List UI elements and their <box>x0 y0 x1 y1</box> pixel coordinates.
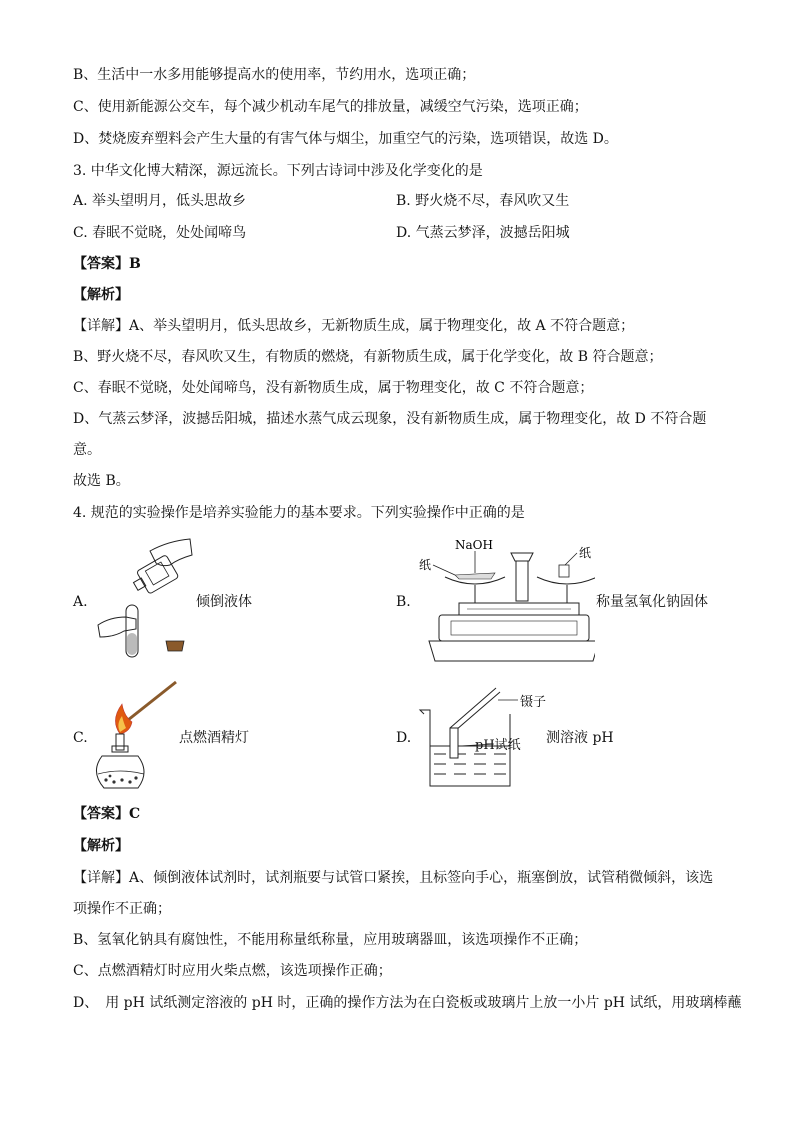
q3-detail-line: C、春眠不觉晓，处处闻啼鸟，没有新物质生成，属于物理变化，故 C 不符合题意； <box>73 380 594 396</box>
q3-detail-line: 意。 <box>73 442 101 458</box>
naoh-label: NaOH <box>455 538 493 552</box>
intro-line-d: D、焚烧废弃塑料会产生大量的有害气体与烟尘，加重空气的污染，选项错误，故选 D。 <box>73 131 618 147</box>
tweezers-label: 镊子 <box>520 695 547 710</box>
q4-analysis-heading: 【解析】 <box>73 838 129 854</box>
q3-option-a: A. 举头望明月，低头思故乡 <box>73 193 247 209</box>
q3-option-d: D. 气蒸云梦泽，波撼岳阳城 <box>396 225 570 241</box>
intro-line-b: B、生活中一水多用能够提高水的使用率，节约用水，选项正确； <box>73 67 476 83</box>
q4-option-c-letter: C. <box>73 730 88 746</box>
q3-answer: 【答案】B <box>73 256 141 272</box>
q3-detail-line: 故选 B。 <box>73 473 130 489</box>
q4-stem: 4. 规范的实验操作是培养实验能力的基本要求。下列实验操作中正确的是 <box>73 505 525 521</box>
q3-option-b: B. 野火烧不尽，春风吹又生 <box>396 193 570 209</box>
intro-line-c: C、使用新能源公交车，每个减少机动车尾气的排放量，减缓空气污染，选项正确； <box>73 99 588 115</box>
q3-option-c: C. 春眠不觉晓，处处闻啼鸟 <box>73 225 247 241</box>
q3-stem: 3. 中华文化博大精深，源远流长。下列古诗词中涉及化学变化的是 <box>73 163 483 179</box>
alcohol-lamp-figure <box>88 676 184 796</box>
q4-detail-line: D、 用 pH 试纸测定溶液的 pH 时，正确的操作方法为在白瓷板或玻璃片上放一小片 pH 试纸，用玻璃棒蘸 <box>73 995 742 1011</box>
q4-detail-line: B、氢氧化钠具有腐蚀性，不能用称量纸称量，应用玻璃器皿，该选项操作不正确； <box>73 932 588 948</box>
q3-detail-line: B、野火烧不尽，春风吹又生，有物质的燃烧，有新物质生成，属于化学变化，故 B 符合题意； <box>73 349 663 365</box>
q3-analysis-heading: 【解析】 <box>73 287 129 303</box>
q4-option-d-letter: D. <box>396 730 412 746</box>
ph-paper-label: pH试纸 <box>475 738 521 753</box>
paper-label-right: 纸 <box>579 546 592 560</box>
q4-answer: 【答案】C <box>73 806 141 822</box>
q4-option-b-letter: B. <box>396 594 411 610</box>
q4-detail-line: C、点燃酒精灯时应用火柴点燃，该选项操作正确； <box>73 963 392 979</box>
q3-detail-line: 【详解】A、举头望明月，低头思故乡，无新物质生成，属于物理变化，故 A 不符合题意； <box>73 318 635 334</box>
q4-option-a-letter: A. <box>73 594 88 610</box>
balance-figure <box>415 533 595 665</box>
pouring-liquid-figure <box>88 533 198 663</box>
q4-option-a-caption: 倾倒液体 <box>196 594 252 610</box>
q3-detail-line: D、气蒸云梦泽，波撼岳阳城，描述水蒸气成云现象，没有新物质生成，属于物理变化，故 D 不符合题 <box>73 411 707 427</box>
q4-option-b-caption: 称量氢氧化钠固体 <box>596 594 708 610</box>
q4-option-d-caption: 测溶液 pH <box>546 730 614 746</box>
q4-option-c-caption: 点燃酒精灯 <box>179 730 249 746</box>
q4-detail-line: 【详解】A、倾倒液体试剂时，试剂瓶要与试管口紧挨，且标签向手心，瓶塞倒放，试管稍微倾斜，该选 <box>73 870 714 886</box>
q4-detail-line: 项操作不正确； <box>73 901 171 917</box>
paper-label-left: 纸 <box>419 558 432 572</box>
